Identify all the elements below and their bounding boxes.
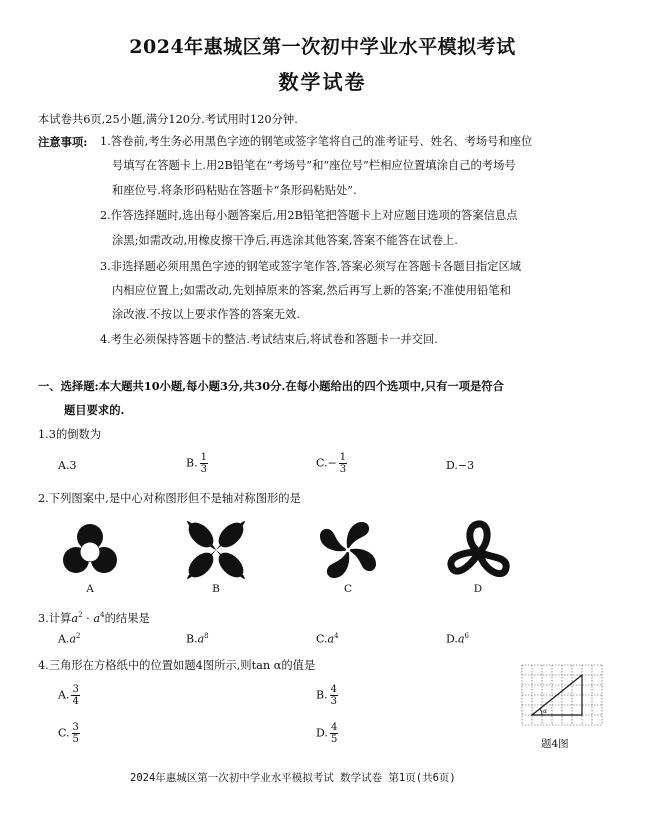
q4-option-d: D. $\frac{4}{5}$ bbox=[316, 722, 338, 745]
notice-item-1-line-3: 和座位号.将条形码粘贴在答题卡“条形码粘贴处”. bbox=[112, 184, 357, 197]
q2-figure-d bbox=[444, 516, 514, 586]
section-1-heading-line-2: 题目要求的. bbox=[64, 403, 125, 417]
q3-option-d: $D.a^6$ bbox=[446, 632, 469, 646]
q2-figure-a bbox=[55, 520, 125, 580]
q4-option-c: C. $\frac{3}{5}$ bbox=[58, 722, 79, 745]
q1-option-c bbox=[316, 452, 347, 475]
q3-option-b: $B.a^8$ bbox=[186, 632, 209, 646]
question-3-stem: 3.计算$a^2 \cdot a^4$的结果是 bbox=[38, 611, 150, 625]
q4-option-c-fraction: $\frac{3}{5}$ bbox=[72, 722, 79, 745]
q3-option-a: $A.a^2$ bbox=[58, 632, 81, 646]
q3-option-c: $C.a^4$ bbox=[316, 632, 339, 646]
q1-option-a: A.3 bbox=[58, 459, 77, 472]
q4-angle-label: α bbox=[543, 708, 548, 715]
q1-option-b bbox=[186, 452, 208, 475]
q1-option-c-prefix: C.− bbox=[316, 456, 337, 470]
notice-item-3-line-2: 内相应位置上;如需改动,先划掉原来的答案,然后再写上新的答案;不准使用铅笔和 bbox=[112, 284, 511, 297]
q4-option-a: A. $\frac{3}{4}$ bbox=[58, 684, 79, 707]
exam-subtitle: 数学试卷 bbox=[278, 70, 367, 94]
notice-item-3-line-1: 3.非选择题必须用黑色字迹的钢笔或签字笔作答,答案必须写在答题卡各题目指定区域 bbox=[100, 260, 522, 273]
q1-option-b-fraction: $\frac{1}{3}$ bbox=[200, 452, 207, 475]
notice-item-1-line-2: 号填写在答题卡上.用2B铅笔在“考场号”和“座位号”栏相应位置填涂自己的考场号 bbox=[112, 159, 516, 172]
q1-option-b-prefix: B. bbox=[186, 456, 198, 470]
question-4-stem: 4.三角形在方格纸中的位置如题4图所示,则tan α的值是 bbox=[38, 659, 316, 672]
notice-item-2-line-2: 涂黑;如需改动,用橡皮擦干净后,再选涂其他答案,答案不能答在试卷上. bbox=[112, 234, 458, 247]
question-2-stem: 2.下列图案中,是中心对称图形但不是轴对称图形的是 bbox=[38, 492, 301, 505]
q2-figure-b bbox=[184, 518, 248, 582]
q2-label-c: C bbox=[343, 583, 353, 595]
exam-intro: 本试卷共6页,25小题,满分120分.考试用时120分钟. bbox=[38, 113, 298, 126]
notice-item-2-line-1: 2.作答选择题时,选出每小题答案后,用2B铅笔把答题卡上对应题目选项的答案信息点 bbox=[100, 209, 518, 222]
q4-option-d-fraction: $\frac{4}{5}$ bbox=[330, 722, 338, 745]
q1-option-d: D.−3 bbox=[446, 459, 475, 472]
q4-option-a-fraction: $\frac{3}{4}$ bbox=[72, 684, 79, 707]
section-1-heading: 一、选择题:本大题共10小题,每小题3分,共30分.在每小题给出的四个选项中,只有一项是符合 bbox=[38, 379, 504, 393]
notice-label: 注意事项: bbox=[38, 135, 88, 149]
q2-label-b: B bbox=[212, 583, 220, 595]
notice-item-4-line-1: 4.考生必须保持答题卡的整洁.考试结束后,将试卷和答题卡一并交回. bbox=[100, 333, 438, 346]
q4-figure-caption: 题4图 bbox=[541, 738, 569, 750]
q1-option-c-fraction: $\frac{1}{3}$ bbox=[339, 452, 347, 475]
exam-title: 2024年惠城区第一次初中学业水平模拟考试 bbox=[129, 36, 516, 58]
page-footer: 2024年惠城区第一次初中学业水平模拟考试 数学试卷 第1页(共6页) bbox=[130, 772, 456, 784]
q2-label-d: D bbox=[473, 583, 483, 595]
notice-item-1-line-1: 1.答卷前,考生务必用黑色字迹的钢笔或签字笔将自己的准考证号、姓名、考场号和座位 bbox=[100, 135, 533, 148]
question-1-stem: 1.3的倒数为 bbox=[38, 428, 102, 441]
q2-figure-c bbox=[314, 516, 382, 584]
q4-grid-figure bbox=[521, 664, 603, 730]
q2-label-a: A bbox=[86, 583, 94, 595]
q4-option-b: B. $\frac{4}{3}$ bbox=[316, 684, 337, 707]
q4-option-b-fraction: $\frac{4}{3}$ bbox=[330, 684, 337, 707]
notice-item-3-line-3: 涂改液.不按以上要求作答的答案无效. bbox=[112, 308, 300, 321]
